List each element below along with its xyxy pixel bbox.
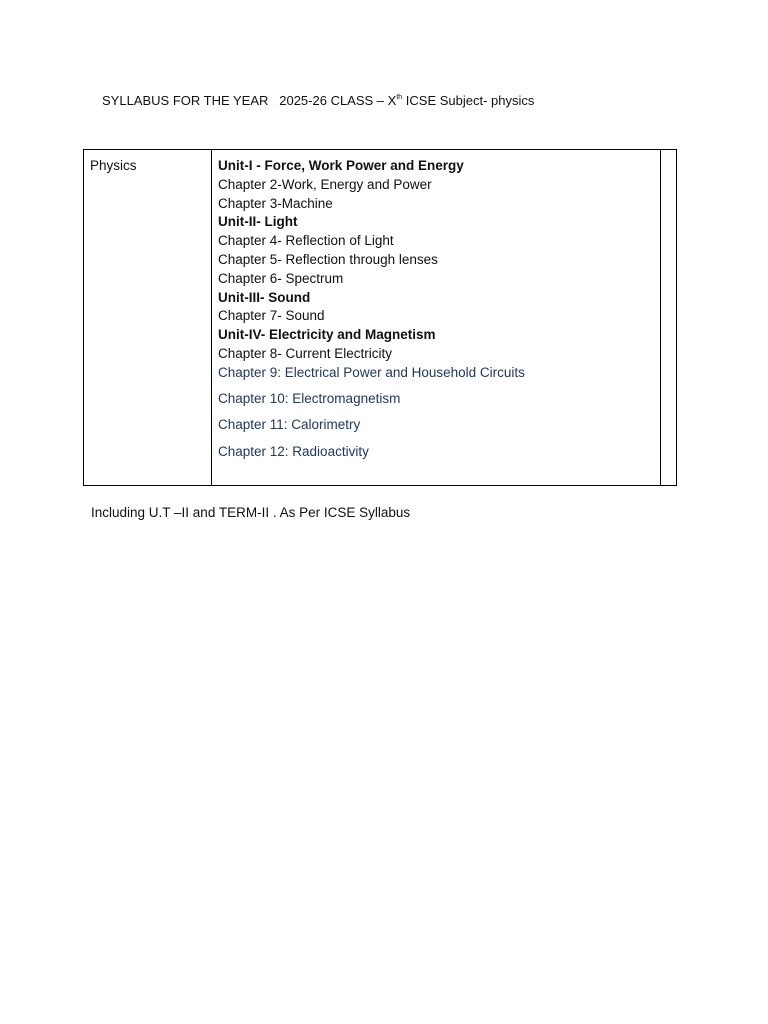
syllabus-content-cell	[212, 150, 661, 485]
unit-heading: Unit-IV- Electricity and Magnetism	[218, 327, 436, 343]
chapter-line: Chapter 5- Reflection through lenses	[218, 251, 438, 267]
heading-prefix: SYLLABUS FOR THE YEAR 2025-26 CLASS – X	[102, 93, 397, 108]
chapter-line: Chapter 8- Current Electricity	[218, 345, 393, 361]
subject-cell	[84, 150, 212, 485]
page-heading	[102, 92, 534, 110]
chapter-line: Chapter 9: Electrical Power and Household Circuits	[218, 364, 525, 380]
footer-note: Including U.T –II and TERM-II . As Per ICSE Syllabus	[91, 505, 411, 520]
chapter-line: Chapter 7- Sound	[218, 308, 325, 324]
chapter-line: Chapter 11: Calorimetry	[218, 417, 361, 433]
chapter-line: Chapter 4- Reflection of Light	[218, 233, 394, 249]
heading-suffix: ICSE Subject- physics	[402, 93, 535, 108]
unit-heading: Unit-II- Light	[218, 214, 298, 230]
chapter-line: Chapter 3-Machine	[218, 195, 333, 211]
chapter-line: Chapter 2-Work, Energy and Power	[218, 176, 432, 192]
chapter-line: Chapter 6- Spectrum	[218, 270, 344, 286]
chapter-line: Chapter 12: Radioactivity	[218, 443, 369, 459]
chapter-line: Chapter 10: Electromagnetism	[218, 391, 401, 407]
unit-heading: Unit-III- Sound	[218, 289, 311, 305]
syllabus-table	[83, 149, 677, 486]
heading-superscript: th	[396, 94, 403, 101]
unit-heading: Unit-I - Force, Work Power and Energy	[218, 158, 464, 173]
subject-label: Physics	[90, 158, 137, 173]
